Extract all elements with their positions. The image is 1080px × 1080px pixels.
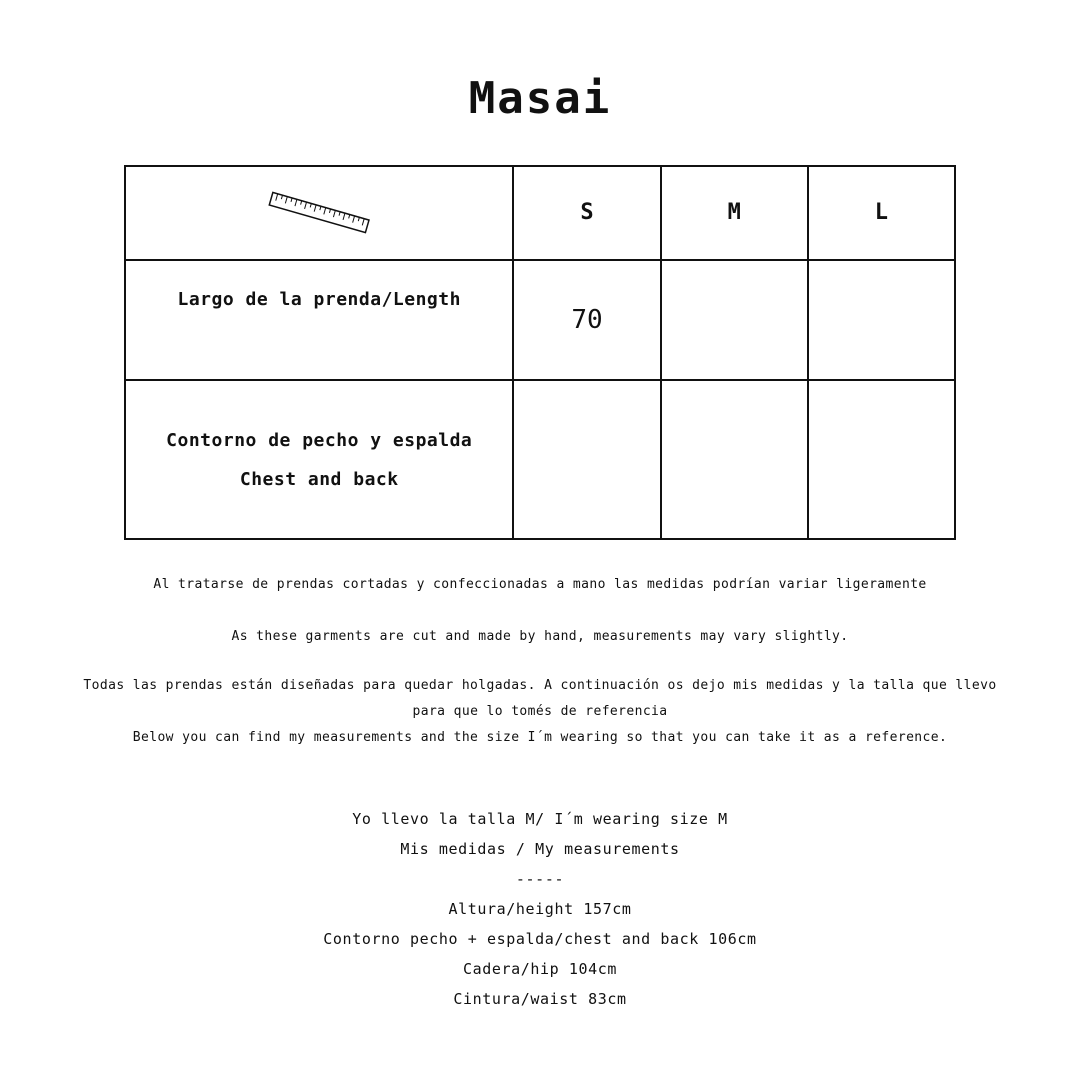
ruler-cell <box>125 166 513 260</box>
measurement-item: Altura/height 157cm <box>448 900 632 918</box>
wearing-size: Yo llevo la talla M/ I´m wearing size M <box>352 810 728 828</box>
value-length-l <box>808 260 955 381</box>
row-label-line: Largo de la prenda/Length <box>177 288 461 310</box>
table-row-chest <box>125 380 955 539</box>
note-handmade-es: Al tratarse de prendas cortadas y confeccionadas a mano las medidas podrían variar ligeramente <box>153 577 927 592</box>
note-fit-es-line: Todas las prendas están diseñadas para quedar holgadas. A continuación os dejo mis medidas y la talla que llevo <box>83 678 997 693</box>
size-chart-table <box>124 165 956 540</box>
value-length-s: 70 <box>513 260 660 381</box>
measurements-heading: Mis medidas / My measurements <box>400 840 680 858</box>
ruler-icon <box>264 188 374 238</box>
note-fit-es-line: para que lo tomés de referencia <box>412 704 668 719</box>
separator: ----- <box>515 870 565 888</box>
row-label-line: Contorno de pecho y espalda <box>166 429 473 451</box>
note-fit-es <box>0 673 1080 725</box>
size-header-m: M <box>661 166 808 260</box>
size-header-l: L <box>808 166 955 260</box>
row-label-length <box>125 260 513 381</box>
row-label-chest <box>125 380 513 539</box>
table-row-length <box>125 260 955 381</box>
page-title: Masai <box>468 73 612 124</box>
measurement-item: Cintura/waist 83cm <box>453 990 627 1008</box>
measurement-item: Contorno pecho + espalda/chest and back 106cm <box>323 930 757 948</box>
table-header-row <box>125 166 955 260</box>
row-label-line: Chest and back <box>239 468 399 490</box>
my-measurements <box>0 804 1080 1014</box>
measurement-item: Cadera/hip 104cm <box>462 960 618 978</box>
size-header-s: S <box>513 166 660 260</box>
value-chest-s <box>513 380 660 539</box>
note-fit-en: Below you can find my measurements and the size I´m wearing so that you can take it as a reference. <box>132 730 948 745</box>
value-chest-l <box>808 380 955 539</box>
note-handmade-en: As these garments are cut and made by hand, measurements may vary slightly. <box>231 629 849 644</box>
value-length-m <box>661 260 808 381</box>
value-chest-m <box>661 380 808 539</box>
